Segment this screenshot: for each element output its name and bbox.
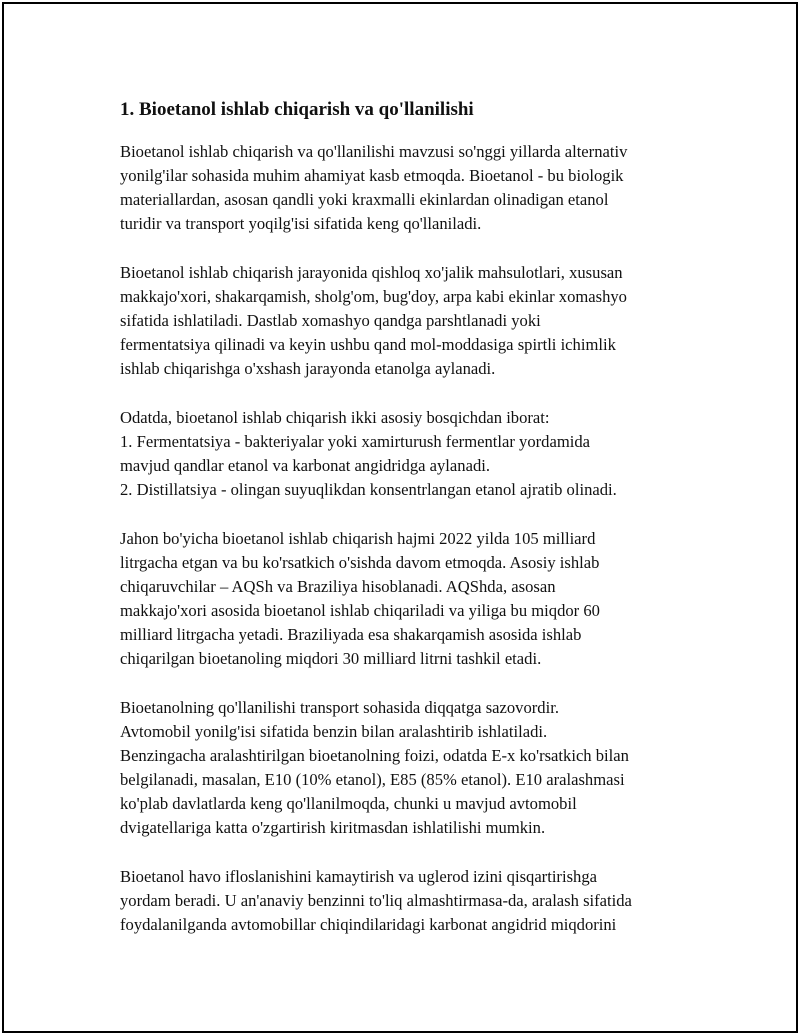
text-line: milliard litrgacha yetadi. Braziliyada esa shakarqamish asosida ishlab: [120, 625, 582, 644]
text-line: belgilanadi, masalan, E10 (10% etanol), E85 (85% etanol). E10 aralashmasi: [120, 770, 625, 789]
list-item-fermentation: 1. Fermentatsiya - bakteriyalar yoki xamirturush fermentlar yordamida: [120, 432, 590, 451]
text-line: turidir va transport yoqilg'isi sifatida keng qo'llaniladi.: [120, 214, 482, 233]
text-line: chiqarilgan bioetanoling miqdori 30 milliard litrni tashkil etadi.: [120, 649, 542, 668]
text-line: makkajo'xori asosida bioetanol ishlab chiqariladi va yiliga bu miqdor 60: [120, 601, 600, 620]
list-item-distillation: 2. Distillatsiya - olingan suyuqlikdan konsentrlangan etanol ajratib olinadi.: [120, 480, 617, 499]
paragraph-environment: [120, 865, 700, 937]
section-heading: 1. Bioetanol ishlab chiqarish va qo'llanilishi: [120, 99, 474, 120]
text-line: makkajo'xori, shakarqamish, sholg'om, bug'doy, arpa kabi ekinlar xomashyo: [120, 287, 627, 306]
text-line: foydalanilganda avtomobillar chiqindilaridagi karbonat angidrid miqdorini: [120, 915, 617, 934]
paragraph-production-volume: [120, 527, 700, 671]
text-line: Jahon bo'yicha bioetanol ishlab chiqarish hajmi 2022 yilda 105 milliard: [120, 529, 596, 548]
document-body: [120, 97, 700, 962]
text-line: Bioetanol ishlab chiqarish jarayonida qishloq xo'jalik mahsulotlari, xususan: [120, 263, 623, 282]
text-line: mavjud qandlar etanol va karbonat angidridga aylanadi.: [120, 456, 490, 475]
text-line: materiallardan, asosan qandli yoki kraxmalli ekinlardan olinadigan etanol: [120, 190, 609, 209]
text-line: Bioetanol ishlab chiqarish va qo'llanilishi mavzusi so'nggi yillarda alternativ: [120, 142, 628, 161]
text-line: yonilg'ilar sohasida muhim ahamiyat kasb etmoqda. Bioetanol - bu biologik: [120, 166, 624, 185]
text-line: Bioetanolning qo'llanilishi transport sohasida diqqatga sazovordir.: [120, 698, 559, 717]
text-line: Bioetanol havo ifloslanishini kamaytirish va uglerod izini qisqartirishga: [120, 867, 597, 886]
text-line: ishlab chiqarishga o'xshash jarayonda etanolga aylanadi.: [120, 359, 496, 378]
paragraph-raw-materials: [120, 261, 700, 381]
text-line: fermentatsiya qilinadi va keyin ushbu qand mol-moddasiga spirtli ichimlik: [120, 335, 616, 354]
text-line: litrgacha etgan va bu ko'rsatkich o'sishda davom etmoqda. Asosiy ishlab: [120, 553, 600, 572]
text-line: chiqaruvchilar – AQSh va Braziliya hisoblanadi. AQShda, asosan: [120, 577, 556, 596]
text-line: sifatida ishlatiladi. Dastlab xomashyo qandga parshtlanadi yoki: [120, 311, 541, 330]
text-line: yordam beradi. U an'anaviy benzinni to'liq almashtirmasa-da, aralash sifatida: [120, 891, 632, 910]
paragraph-transport-use: [120, 696, 700, 840]
text-line: Odatda, bioetanol ishlab chiqarish ikki asosiy bosqichdan iborat:: [120, 408, 550, 427]
text-line: dvigatellariga katta o'zgartirish kiritmasdan ishlatilishi mumkin.: [120, 818, 546, 837]
text-line: Avtomobil yonilg'isi sifatida benzin bilan aralashtirib ishlatiladi.: [120, 722, 548, 741]
text-line: ko'plab davlatlarda keng qo'llanilmoqda, chunki u mavjud avtomobil: [120, 794, 577, 813]
paragraph-stages: [120, 406, 700, 502]
text-line: Benzingacha aralashtirilgan bioetanolning foizi, odatda E-x ko'rsatkich bilan: [120, 746, 629, 765]
page-frame: [2, 2, 798, 1033]
paragraph-intro: [120, 140, 700, 236]
